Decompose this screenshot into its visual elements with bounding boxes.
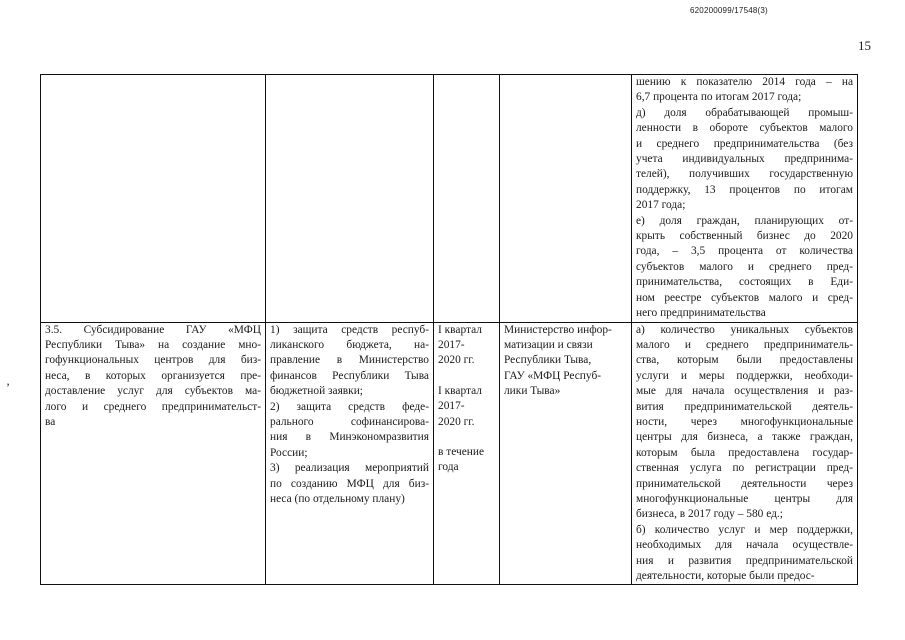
text-line: финансов Республики Тыва: [270, 369, 429, 382]
text-line: ленности в обороте субъектов малого: [636, 122, 853, 135]
deadline-line: 2017-: [438, 338, 465, 351]
text-line: крыть собственный бизнес до 2020: [636, 230, 853, 243]
text-line: принимательства, состоящих в Еди-: [636, 276, 853, 289]
text-line: и среднего предпринимательства (без: [636, 137, 853, 150]
scan-mark: ’: [6, 380, 10, 394]
deadline-line: 2020 гг.: [438, 415, 475, 428]
table-cell-responsible: [500, 75, 632, 323]
table-cell-deadline: [434, 322, 500, 585]
deadline-line: года: [438, 461, 459, 474]
text-line: правление в Министерство: [270, 354, 429, 367]
text-line: е) доля граждан, планирующих от-: [636, 214, 853, 227]
text-line: вития предпринимательской деятель-: [636, 400, 853, 413]
text-line: ГАУ «МФЦ Респуб-: [504, 369, 602, 382]
text-line: ния и развития предпринимательской: [636, 554, 853, 567]
text-line: ном реестре субъектов малого и сред-: [636, 291, 853, 304]
table-cell-measure: [41, 75, 266, 323]
table-cell-actions: [266, 322, 434, 585]
text-line: субъектов малого и среднего пред-: [636, 260, 853, 273]
text-line: матизации и связи: [504, 338, 593, 351]
text-line: России;: [270, 446, 308, 459]
table-cell-measure: [41, 322, 266, 585]
text-line: лики Тыва»: [504, 385, 561, 398]
text-line: д) доля обрабатывающей промыш-: [636, 106, 853, 119]
text-line: 2) защита средств феде-: [270, 400, 429, 413]
table-cell-deadline: [434, 75, 500, 323]
table-row: [41, 75, 858, 323]
text-line: неса, в которых организуется пре-: [45, 369, 261, 382]
text-line: ства, которым были предоставлены: [636, 354, 853, 367]
text-line: ности, через многофункциональные: [636, 415, 853, 428]
text-line: деятельности, которые были предос-: [636, 570, 815, 582]
table-cell-responsible: [500, 322, 632, 585]
text-line: многофункциональные центры для: [636, 492, 853, 505]
text-line: учета индивидуальных предпринима-: [636, 153, 853, 166]
document-code: 620200099/17548(3): [690, 6, 768, 15]
text-line: рального софинансирова-: [270, 415, 429, 428]
text-line: Министерство инфор-: [504, 323, 612, 336]
text-line: по созданию МФЦ для биз-: [270, 477, 429, 490]
text-line: ственная услуга по регистрации пред-: [636, 462, 853, 475]
deadline-line: 2020 гг.: [438, 354, 475, 367]
text-line: б) количество услуг и мер поддержки,: [636, 523, 853, 536]
text-line: года, – 3,5 процента от количества: [636, 245, 853, 258]
text-line: 6,7 процента по итогам 2017 года;: [636, 91, 802, 104]
text-line: 1) защита средств респуб-: [270, 323, 429, 336]
text-line: мые для начала осуществления и раз-: [636, 385, 853, 398]
text-line: необходимых для начала осуществле-: [636, 539, 853, 552]
deadline-line: 2017-: [438, 400, 465, 413]
deadline-line: I квартал: [438, 323, 482, 336]
text-line: неса (по отдельному плану): [270, 492, 405, 505]
page-number: 15: [858, 38, 871, 53]
spacer: [438, 369, 495, 384]
text-line: принимательской деятельности через: [636, 477, 853, 490]
text-line: ликанского бюджета, на-: [270, 338, 429, 351]
table-row: [41, 322, 858, 585]
text-line: ва: [45, 415, 56, 428]
text-line: доставление услуг для субъектов ма-: [45, 385, 261, 398]
text-line: шению к показателю 2014 года – на: [636, 76, 853, 88]
text-line: Республики Тыва,: [504, 354, 592, 367]
text-line: 3.5. Субсидирование ГАУ «МФЦ: [45, 323, 261, 336]
text-line: гофункциональных центров для биз-: [45, 354, 261, 367]
deadline-line: в течение: [438, 445, 485, 458]
text-line: услуги и меры поддержки, необходи-: [636, 369, 853, 382]
text-line: поддержку, 13 процентов по итогам: [636, 183, 853, 196]
text-line: 3) реализация мероприятий: [270, 462, 429, 475]
text-line: Республики Тыва» на создание мно-: [45, 338, 261, 351]
measures-table: [40, 74, 858, 585]
spacer: [438, 430, 495, 445]
text-line: малого и среднего предприниматель-: [636, 338, 853, 351]
table-cell-actions: [266, 75, 434, 323]
text-line: центры для бизнеса, а также граждан,: [636, 431, 853, 444]
table-cell-indicators: [632, 322, 858, 585]
table-cell-indicators: [632, 75, 858, 323]
text-line: а) количество уникальных субъектов: [636, 323, 853, 336]
text-line: лого и среднего предпринимательст-: [45, 400, 261, 413]
text-line: него предпринимательства: [636, 307, 766, 320]
text-line: телей), получивших государственную: [636, 168, 853, 181]
text-line: ния в Минэкономразвития: [270, 431, 429, 444]
text-line: бюджетной заявки;: [270, 385, 363, 398]
deadline-line: I квартал: [438, 384, 482, 397]
text-line: бизнеса, в 2017 году – 580 ед.;: [636, 508, 783, 521]
text-line: 2017 года;: [636, 199, 686, 212]
text-line: которым была предоставлена государ-: [636, 446, 853, 459]
